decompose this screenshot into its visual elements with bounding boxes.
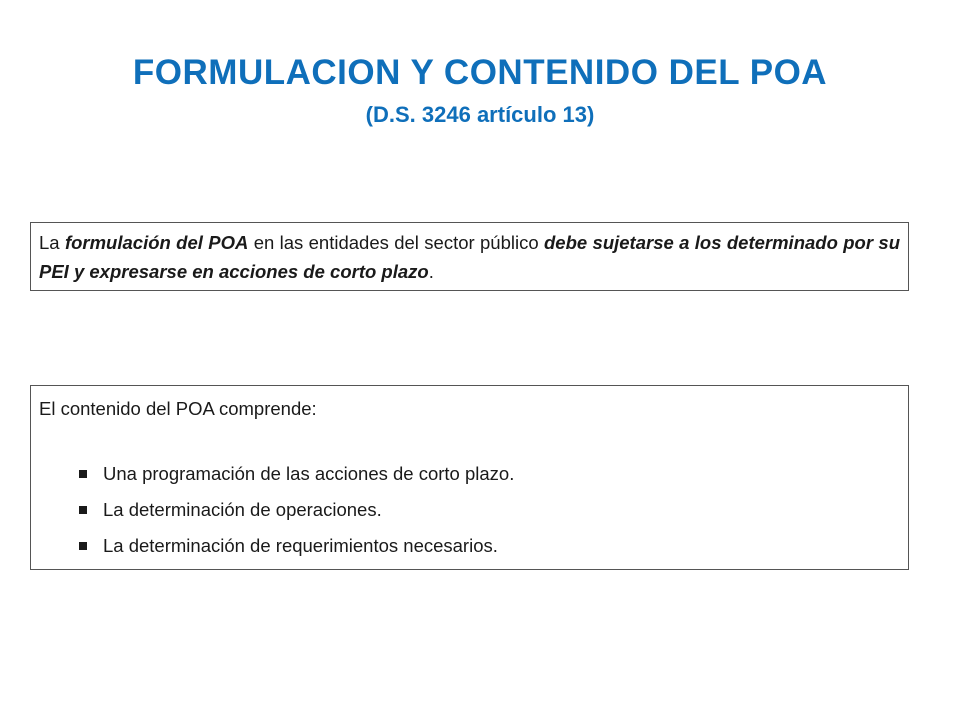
list-item bbox=[79, 459, 900, 488]
formulation-text-segment: La bbox=[39, 232, 65, 253]
square-bullet-icon bbox=[79, 542, 87, 550]
formulation-emphasis: debe sujetarse a los determinado por su PEI y expresarse en acciones de corto plazo bbox=[39, 232, 900, 282]
square-bullet-icon bbox=[79, 470, 87, 478]
formulation-text bbox=[39, 228, 900, 286]
content-intro: El contenido del POA comprende: bbox=[39, 398, 317, 419]
list-item bbox=[79, 495, 900, 524]
formulation-text-segment: . bbox=[428, 261, 434, 282]
slide-subtitle: (D.S. 3246 artículo 13) bbox=[365, 102, 595, 127]
slide-title: FORMULACION Y CONTENIDO DEL POA bbox=[132, 53, 828, 92]
content-list bbox=[39, 459, 900, 560]
list-item-text: La determinación de operaciones. bbox=[103, 499, 382, 520]
formulation-emphasis: formulación del POA bbox=[64, 232, 249, 253]
content-box bbox=[30, 385, 909, 570]
square-bullet-icon bbox=[79, 506, 87, 514]
formulation-text-segment: en las entidades del sector público bbox=[248, 232, 544, 253]
list-item-text: Una programación de las acciones de corto plazo. bbox=[103, 463, 515, 484]
formulation-box bbox=[30, 222, 909, 291]
list-item-text: La determinación de requerimientos necesarios. bbox=[103, 535, 498, 556]
list-item bbox=[79, 531, 900, 560]
